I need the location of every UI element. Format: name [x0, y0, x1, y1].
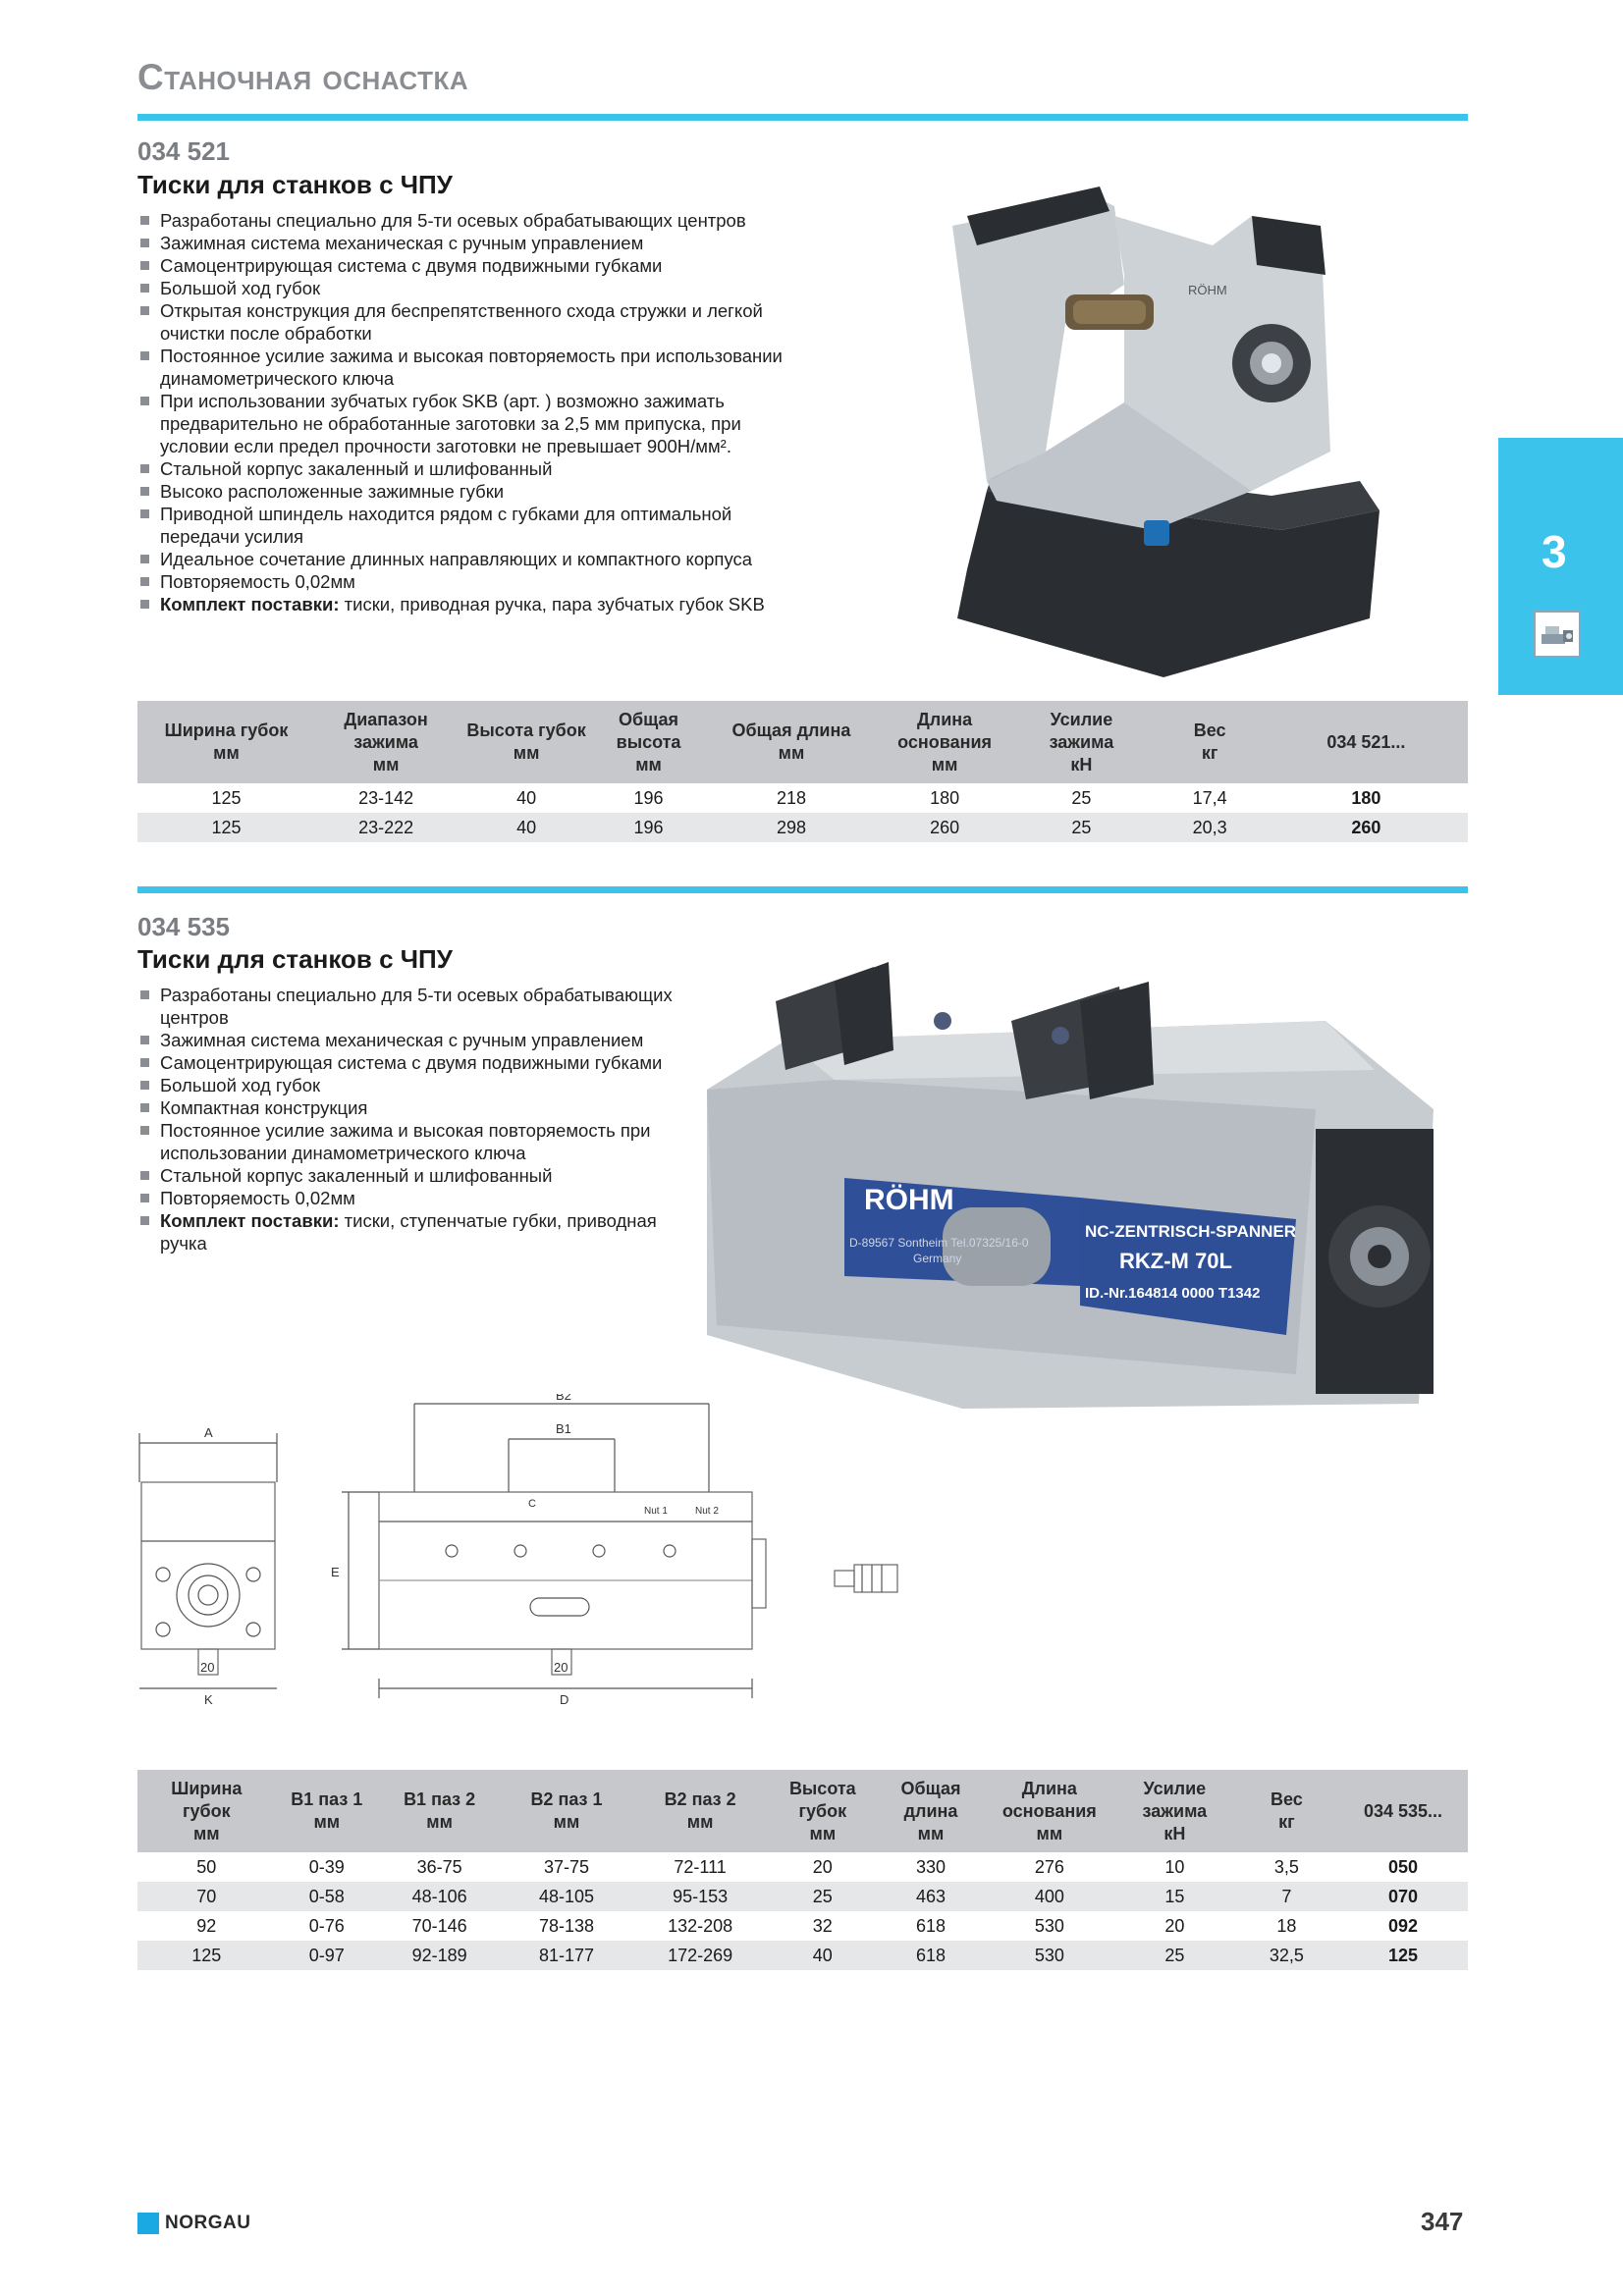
table-cell: 172-269 — [632, 1941, 769, 1970]
table-cell: 48-105 — [501, 1882, 632, 1911]
table-cell: 92-189 — [378, 1941, 501, 1970]
section2-spec-table — [137, 1770, 1468, 1970]
feature-item — [137, 345, 805, 390]
dim-b2-label: B2 — [556, 1394, 571, 1403]
table-cell: 330 — [915, 1856, 947, 1877]
table-header-line: зажима — [1049, 731, 1114, 752]
table-cell: 530 — [985, 1941, 1114, 1970]
table-header-line: губок — [182, 1800, 231, 1821]
table-cell: 37-75 — [543, 1856, 589, 1877]
table-header-line: мм — [931, 754, 958, 774]
page-title: Станочная оснастка — [137, 57, 469, 97]
feature-item — [137, 232, 805, 254]
table-header-line: мм — [213, 743, 240, 763]
table-header-cell — [137, 1770, 276, 1852]
table-cell: 15 — [1114, 1882, 1235, 1911]
table-row — [137, 1852, 1468, 1882]
dim-b1-label: B1 — [556, 1421, 571, 1436]
section1-product-photo — [928, 157, 1389, 677]
table-cell: 78-138 — [538, 1915, 595, 1936]
table-cell: 196 — [633, 787, 664, 808]
table-header-line: мм — [426, 1812, 453, 1832]
table-cell: 196 — [596, 813, 701, 842]
table-header-line: мм — [809, 1823, 837, 1843]
feature-item — [137, 1164, 707, 1187]
table-header-cell — [768, 1770, 877, 1852]
feature-text: Компактная конструкция — [160, 1097, 368, 1118]
feature-item — [137, 548, 805, 570]
table-header-line: Усилие — [1143, 1778, 1207, 1798]
feature-item — [137, 570, 805, 593]
table-cell: 10 — [1164, 1856, 1185, 1877]
section2-feature-list — [137, 984, 707, 1255]
dim-c-label: C — [528, 1498, 536, 1510]
table-header-line: длина — [903, 1800, 958, 1821]
table-cell: 40 — [457, 813, 596, 842]
table-row — [137, 1911, 1468, 1941]
table-header-cell — [701, 701, 882, 783]
feature-item — [137, 390, 805, 457]
table-cell: 125 — [211, 787, 242, 808]
feature-text: Зажимная система механическая с ручным управлением — [160, 1030, 644, 1050]
nut1-label: Nut 1 — [644, 1506, 668, 1517]
feature-text: Самоцентрирующая система с двумя подвижными губками — [160, 1052, 663, 1073]
table-cell: 23-142 — [358, 787, 414, 808]
feature-item — [137, 1209, 707, 1255]
table-cell: 95-153 — [632, 1882, 769, 1911]
feature-bold-label: Комплект поставки: — [160, 594, 340, 614]
table-cell: 125 — [137, 1941, 276, 1970]
table-header-line: мм — [635, 754, 662, 774]
table-cell: 0-58 — [276, 1882, 378, 1911]
table-cell: 70-146 — [411, 1915, 467, 1936]
feature-text: Большой ход губок — [160, 1075, 321, 1095]
section2-photo-plate2: RKZ-M 70L — [1119, 1249, 1232, 1273]
section2-photo-plate1: NC-ZENTRISCH-SPANNER — [1085, 1222, 1297, 1241]
section2-photo-address1: D-89567 Sontheim Tel.07325/16-0 — [849, 1236, 1029, 1250]
table-cell: 40 — [516, 787, 537, 808]
table-cell: 0-76 — [308, 1915, 345, 1936]
section2-photo-brand: RÖHM — [864, 1184, 954, 1216]
table-header-cell — [632, 1770, 769, 1852]
table-cell: 81-177 — [501, 1941, 632, 1970]
dim-20-front: 20 — [200, 1660, 215, 1675]
section2-photo-plate3: ID.-Nr.164814 0000 T1342 — [1085, 1285, 1261, 1302]
dim-d-label: D — [560, 1692, 569, 1707]
table-header-line: зажима — [1142, 1800, 1208, 1821]
table-cell: 618 — [915, 1915, 947, 1936]
feature-text: При использовании зубчатых губок SKB (арт. ) возможно зажимать предварительно не обработанные заготовки за 2,5 мм припуска, при условии если предел прочности заготовки не превышает 900Н/мм². — [160, 391, 741, 456]
table-header-line: мм — [1036, 1823, 1063, 1843]
table-header-line: высота — [616, 731, 681, 752]
table-header-line: Длина — [1021, 1778, 1077, 1798]
table-header-line: B1 паз 1 — [291, 1789, 363, 1809]
table-cell: 17,4 — [1192, 787, 1227, 808]
feature-item — [137, 1029, 707, 1051]
table-header-cell — [596, 701, 701, 783]
section2-product-photo — [687, 962, 1453, 1423]
table-header-line: губок — [798, 1800, 847, 1821]
table-header-line: Вес — [1270, 1789, 1303, 1809]
table-row — [137, 813, 1468, 842]
table-cell: 25 — [1007, 813, 1155, 842]
dim-k-label: K — [204, 1692, 213, 1707]
table-header-line: кН — [1070, 754, 1093, 774]
table-cell: 20,3 — [1155, 813, 1264, 842]
table-header-cell — [137, 701, 315, 783]
table-header-line: мм — [313, 1812, 341, 1832]
technical-drawing — [128, 1394, 913, 1718]
table-row — [137, 1941, 1468, 1970]
feature-text: Приводной шпиндель находится рядом с губками для оптимальной передачи усилия — [160, 504, 732, 547]
table-header-line: 034 535... — [1363, 1800, 1443, 1821]
table-header-line: кг — [1201, 743, 1218, 763]
table-cell: 92 — [196, 1915, 217, 1936]
section1-code: 034 521 — [137, 136, 230, 166]
table-cell: 48-106 — [378, 1882, 501, 1911]
table-cell: 092 — [1387, 1915, 1419, 1936]
table-header-line: Усилие — [1050, 709, 1113, 729]
section2-photo-address2: Germany — [913, 1252, 962, 1265]
feature-item — [137, 503, 805, 548]
feature-item — [137, 277, 805, 299]
table-header-line: B2 паз 1 — [530, 1789, 603, 1809]
table-cell: 20 — [1164, 1915, 1185, 1936]
header-divider — [137, 114, 1468, 121]
feature-item — [137, 457, 805, 480]
table-cell: 18 — [1276, 1915, 1297, 1936]
table-cell: 070 — [1338, 1882, 1468, 1911]
feature-item — [137, 984, 707, 1029]
table-header-cell — [1114, 1770, 1235, 1852]
section1-photo-brand: RÖHM — [1188, 283, 1227, 297]
section1-feature-list — [137, 209, 805, 615]
table-cell: 7 — [1235, 1882, 1338, 1911]
section1-title: Тиски для станков с ЧПУ — [137, 170, 453, 199]
feature-text: Зажимная система механическая с ручным управлением — [160, 233, 644, 253]
feature-text: Повторяемость 0,02мм — [160, 571, 355, 592]
table-row — [137, 1882, 1468, 1911]
feature-text: Разработаны специально для 5-ти осевых обрабатывающих центров — [160, 210, 746, 231]
table-cell: 50 — [196, 1856, 217, 1877]
feature-item — [137, 254, 805, 277]
section2-title: Тиски для станков с ЧПУ — [137, 944, 453, 974]
page-number: 347 — [1421, 2207, 1464, 2236]
table-cell: 276 — [1034, 1856, 1064, 1877]
table-header-line: Ширина — [171, 1778, 243, 1798]
table-header-cell — [1338, 1770, 1468, 1852]
feature-bold-label: Комплект поставки: — [160, 1210, 340, 1231]
nut2-label: Nut 2 — [695, 1506, 719, 1517]
table-header-cell — [276, 1770, 378, 1852]
feature-item — [137, 209, 805, 232]
feature-item — [137, 1187, 707, 1209]
feature-text: Стальной корпус закаленный и шлифованный — [160, 1165, 553, 1186]
table-header-line: Ширина губок — [164, 721, 289, 740]
feature-item — [137, 1051, 707, 1074]
table-cell: 0-39 — [308, 1856, 345, 1877]
table-cell: 260 — [1265, 813, 1468, 842]
table-cell: 72-111 — [674, 1856, 727, 1877]
footer-brand: NORGAU — [165, 2213, 251, 2233]
dim-20-side: 20 — [554, 1660, 568, 1675]
table-cell: 0-97 — [276, 1941, 378, 1970]
feature-text: Открытая конструкция для беспрепятственного схода стружки и легкой очистки после обработки — [160, 300, 763, 344]
table-header-cell — [457, 701, 596, 783]
table-cell: 400 — [985, 1882, 1114, 1911]
feature-text: Постоянное усилие зажима и высокая повторяемость при использовании динамометрического ключа — [160, 346, 783, 389]
table-header-line: мм — [553, 1812, 580, 1832]
feature-text: Большой ход губок — [160, 278, 321, 298]
feature-text: Высоко расположенные зажимные губки — [160, 481, 505, 502]
table-header-line: мм — [686, 1812, 714, 1832]
table-cell: 23-222 — [315, 813, 457, 842]
table-header-line: 034 521... — [1326, 731, 1406, 752]
table-header-cell — [378, 1770, 501, 1852]
table-header-line: Вес — [1193, 721, 1226, 740]
table-header-line: B2 паз 2 — [664, 1789, 736, 1809]
feature-item — [137, 480, 805, 503]
chapter-number: 3 — [1542, 526, 1567, 577]
table-cell: 20 — [812, 1856, 833, 1877]
section1-spec-table — [137, 701, 1468, 842]
table-cell: 463 — [877, 1882, 985, 1911]
table-cell: 25 — [768, 1882, 877, 1911]
table-header-line: мм — [513, 743, 540, 763]
table-cell: 180 — [930, 787, 960, 808]
feature-text: Разработаны специально для 5-ти осевых обрабатывающих центров — [160, 985, 673, 1028]
table-cell: 40 — [768, 1941, 877, 1970]
feature-item — [137, 299, 805, 345]
feature-text: тиски, ступенчатые губки, приводная ручка — [160, 1210, 657, 1254]
feature-text: Стальной корпус закаленный и шлифованный — [160, 458, 553, 479]
table-header-cell — [1007, 701, 1155, 783]
table-header-cell — [882, 701, 1008, 783]
table-header-line: Общая длина — [731, 721, 851, 740]
table-header-line: мм — [372, 754, 400, 774]
table-cell: 132-208 — [668, 1915, 733, 1936]
table-header-line: Общая — [619, 709, 679, 729]
table-cell: 32 — [812, 1915, 833, 1936]
section2-code: 034 535 — [137, 912, 230, 941]
table-header-cell — [1265, 701, 1468, 783]
feature-item — [137, 1096, 707, 1119]
feature-item — [137, 1119, 707, 1164]
feature-text: Идеальное сочетание длинных направляющих и компактного корпуса — [160, 549, 753, 569]
table-header-line: основания — [897, 731, 993, 752]
table-header-line: мм — [778, 743, 805, 763]
feature-item — [137, 593, 805, 615]
table-header-line: Высота — [788, 1778, 856, 1798]
table-header-line: основания — [1001, 1800, 1097, 1821]
dim-e-label: E — [331, 1565, 340, 1579]
feature-text: Повторяемость 0,02мм — [160, 1188, 355, 1208]
table-header-cell — [501, 1770, 632, 1852]
table-header-cell — [877, 1770, 985, 1852]
table-cell: 180 — [1351, 787, 1381, 808]
table-cell: 25 — [1114, 1941, 1235, 1970]
table-cell: 298 — [701, 813, 882, 842]
table-header-line: мм — [917, 1823, 945, 1843]
table-cell: 36-75 — [416, 1856, 462, 1877]
feature-text: Самоцентрирующая система с двумя подвижными губками — [160, 255, 663, 276]
table-header-line: кг — [1278, 1812, 1295, 1832]
vise-icon — [1534, 611, 1581, 658]
table-header-line: Длина — [916, 709, 973, 729]
table-header-cell — [1155, 701, 1264, 783]
feature-item — [137, 1074, 707, 1096]
table-cell: 25 — [1071, 787, 1092, 808]
table-header-line: Высота губок — [466, 721, 586, 740]
table-cell: 530 — [1034, 1915, 1064, 1936]
table-cell: 260 — [882, 813, 1008, 842]
feature-text: тиски, приводная ручка, пара зубчатых губок SKB — [339, 594, 765, 614]
norgau-logo-icon — [137, 2213, 159, 2234]
table-cell: 125 — [1338, 1941, 1468, 1970]
table-cell: 125 — [137, 813, 315, 842]
table-header-line: Общая — [900, 1778, 961, 1798]
table-header-cell — [1235, 1770, 1338, 1852]
table-cell: 32,5 — [1235, 1941, 1338, 1970]
feature-text: Постоянное усилие зажима и высокая повторяемость при использовании динамометрического ключа — [160, 1120, 651, 1163]
table-header-line: зажима — [353, 731, 418, 752]
table-header-line: B1 паз 2 — [404, 1789, 476, 1809]
table-cell: 050 — [1387, 1856, 1419, 1877]
table-cell: 3,5 — [1273, 1856, 1299, 1877]
table-row — [137, 783, 1468, 813]
table-header-cell — [315, 701, 457, 783]
table-header-line: мм — [192, 1823, 220, 1843]
section2-divider — [137, 886, 1468, 893]
table-cell: 618 — [877, 1941, 985, 1970]
table-header-line: Диапазон — [344, 709, 428, 729]
dim-a-label: A — [204, 1425, 213, 1440]
table-header-line: кН — [1163, 1823, 1186, 1843]
table-header-cell — [985, 1770, 1114, 1852]
table-cell: 218 — [776, 787, 806, 808]
table-cell: 70 — [137, 1882, 276, 1911]
